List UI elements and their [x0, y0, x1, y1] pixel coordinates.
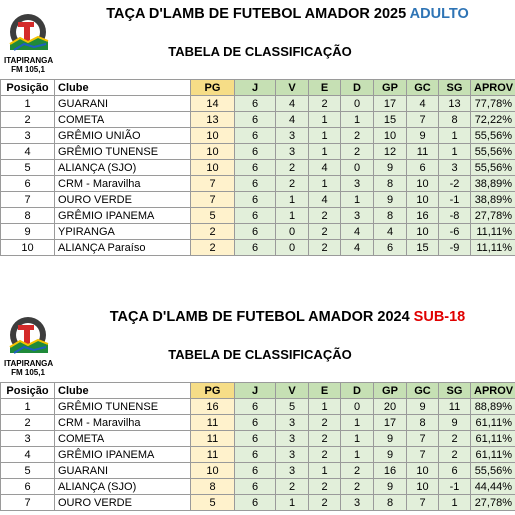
goals-for-header: GP: [374, 80, 407, 96]
goals-against-header: GC: [407, 80, 439, 96]
logo-line-2: FM 105,1: [11, 65, 45, 74]
goal-diff-cell: 3: [439, 160, 471, 176]
games-cell: 6: [235, 144, 276, 160]
standings-subtitle: TABELA DE CLASSIFICAÇÃO: [168, 44, 352, 59]
losses-cell: 2: [341, 144, 374, 160]
goal-diff-cell: 1: [439, 495, 471, 511]
games-cell: 6: [235, 431, 276, 447]
table-row: [1, 144, 515, 160]
table-row: [1, 224, 515, 240]
goals-for-cell: 8: [374, 208, 407, 224]
goals-for-cell: 6: [374, 240, 407, 256]
draws-cell: 1: [309, 112, 341, 128]
aprov-cell: 61,11%: [471, 415, 515, 431]
losses-cell: 1: [341, 447, 374, 463]
position-cell: 2: [1, 415, 55, 431]
club-cell: ALIANÇA Paraíso: [55, 240, 191, 256]
tournament-title: [60, 309, 515, 325]
draws-cell: 1: [309, 399, 341, 415]
wins-cell: 3: [276, 447, 309, 463]
goals-for-cell: 9: [374, 160, 407, 176]
title-category: ADULTO: [409, 6, 469, 22]
goals-against-cell: 4: [407, 96, 439, 112]
logo-line-1: ITAPIRANGA: [4, 359, 54, 368]
points-cell: 10: [191, 160, 235, 176]
goals-against-cell: 7: [407, 431, 439, 447]
position-cell: 7: [1, 495, 55, 511]
wins-cell: 3: [276, 431, 309, 447]
table-row: [1, 208, 515, 224]
goals-for-cell: 16: [374, 463, 407, 479]
title-category: SUB-18: [413, 309, 466, 325]
aprov-cell: 61,11%: [471, 447, 515, 463]
goals-for-cell: 15: [374, 112, 407, 128]
games-cell: 6: [235, 192, 276, 208]
standings-table: [0, 79, 515, 256]
games-header: J: [235, 383, 276, 399]
table-row: [1, 431, 515, 447]
losses-cell: 2: [341, 479, 374, 495]
wins-header: V: [276, 383, 309, 399]
points-cell: 11: [191, 447, 235, 463]
goals-against-cell: 10: [407, 479, 439, 495]
goals-against-header: GC: [407, 383, 439, 399]
draws-cell: 4: [309, 160, 341, 176]
goal-diff-cell: 13: [439, 96, 471, 112]
table-row: [1, 176, 515, 192]
points-cell: 11: [191, 415, 235, 431]
wins-cell: 3: [276, 128, 309, 144]
games-cell: 6: [235, 224, 276, 240]
goals-for-cell: 9: [374, 192, 407, 208]
draws-cell: 1: [309, 176, 341, 192]
club-cell: COMETA: [55, 112, 191, 128]
wins-cell: 5: [276, 399, 309, 415]
table-row: [1, 192, 515, 208]
wins-cell: 4: [276, 112, 309, 128]
aprov-cell: 44,44%: [471, 479, 515, 495]
points-header: PG: [191, 383, 235, 399]
goal-diff-cell: -1: [439, 192, 471, 208]
draws-cell: 2: [309, 224, 341, 240]
points-cell: 8: [191, 479, 235, 495]
goal-diff-cell: -6: [439, 224, 471, 240]
goals-for-cell: 17: [374, 96, 407, 112]
goals-against-cell: 7: [407, 447, 439, 463]
points-cell: 2: [191, 224, 235, 240]
goals-for-cell: 9: [374, 479, 407, 495]
aprov-cell: 11,11%: [471, 224, 515, 240]
club-cell: COMETA: [55, 431, 191, 447]
position-cell: 3: [1, 431, 55, 447]
position-cell: 8: [1, 208, 55, 224]
position-cell: 6: [1, 176, 55, 192]
club-cell: OURO VERDE: [55, 495, 191, 511]
position-cell: 3: [1, 128, 55, 144]
goal-diff-cell: -9: [439, 240, 471, 256]
points-cell: 14: [191, 96, 235, 112]
position-cell: 9: [1, 224, 55, 240]
position-cell: 1: [1, 96, 55, 112]
points-cell: 7: [191, 176, 235, 192]
position-cell: 2: [1, 112, 55, 128]
losses-cell: 4: [341, 240, 374, 256]
club-cell: ALIANÇA (SJO): [55, 160, 191, 176]
club-cell: GUARANI: [55, 463, 191, 479]
goals-for-cell: 17: [374, 415, 407, 431]
draws-header: E: [309, 383, 341, 399]
goal-diff-cell: -8: [439, 208, 471, 224]
goals-for-cell: 9: [374, 431, 407, 447]
aprov-header: APROV: [471, 80, 515, 96]
goals-against-cell: 9: [407, 399, 439, 415]
losses-header: D: [341, 383, 374, 399]
goals-for-cell: 20: [374, 399, 407, 415]
position-cell: 5: [1, 160, 55, 176]
table-row: [1, 96, 515, 112]
position-cell: 7: [1, 192, 55, 208]
club-header: Clube: [55, 80, 191, 96]
games-cell: 6: [235, 415, 276, 431]
draws-cell: 1: [309, 463, 341, 479]
losses-cell: 3: [341, 495, 374, 511]
losses-cell: 4: [341, 224, 374, 240]
goal-diff-header: SG: [439, 383, 471, 399]
goals-for-cell: 9: [374, 447, 407, 463]
header-row: [1, 383, 515, 399]
draws-cell: 2: [309, 208, 341, 224]
games-cell: 6: [235, 96, 276, 112]
losses-cell: 1: [341, 112, 374, 128]
club-cell: GRÊMIO TUNENSE: [55, 399, 191, 415]
wins-cell: 3: [276, 144, 309, 160]
goal-diff-cell: 9: [439, 415, 471, 431]
points-cell: 7: [191, 192, 235, 208]
goals-against-cell: 10: [407, 224, 439, 240]
wins-cell: 3: [276, 415, 309, 431]
losses-cell: 3: [341, 176, 374, 192]
table-row: [1, 479, 515, 495]
draws-cell: 1: [309, 144, 341, 160]
draws-cell: 1: [309, 128, 341, 144]
wins-cell: 1: [276, 208, 309, 224]
goals-against-cell: 15: [407, 240, 439, 256]
draws-cell: 2: [309, 479, 341, 495]
radio-logo: [4, 311, 52, 379]
aprov-cell: 61,11%: [471, 431, 515, 447]
goal-diff-cell: 1: [439, 128, 471, 144]
points-cell: 13: [191, 112, 235, 128]
table-row: [1, 495, 515, 511]
aprov-header: APROV: [471, 383, 515, 399]
games-cell: 6: [235, 128, 276, 144]
title-text: TAÇA D'LAMB DE FUTEBOL AMADOR 2025: [106, 6, 410, 22]
position-header: Posição: [1, 383, 55, 399]
goals-against-cell: 6: [407, 160, 439, 176]
losses-cell: 1: [341, 415, 374, 431]
games-cell: 6: [235, 240, 276, 256]
club-cell: ALIANÇA (SJO): [55, 479, 191, 495]
position-cell: 5: [1, 463, 55, 479]
title-text: TAÇA D'LAMB DE FUTEBOL AMADOR 2024: [109, 309, 414, 325]
losses-cell: 1: [341, 431, 374, 447]
goals-for-cell: 8: [374, 495, 407, 511]
goals-for-cell: 10: [374, 128, 407, 144]
position-cell: 10: [1, 240, 55, 256]
losses-cell: 3: [341, 208, 374, 224]
goals-against-cell: 16: [407, 208, 439, 224]
points-cell: 10: [191, 463, 235, 479]
wins-cell: 1: [276, 192, 309, 208]
draws-header: E: [309, 80, 341, 96]
table-row: [1, 415, 515, 431]
logo-line-1: ITAPIRANGA: [4, 56, 54, 65]
goal-diff-cell: 1: [439, 144, 471, 160]
table-row: [1, 447, 515, 463]
losses-cell: 0: [341, 399, 374, 415]
games-cell: 6: [235, 208, 276, 224]
goal-diff-cell: 11: [439, 399, 471, 415]
draws-cell: 2: [309, 431, 341, 447]
wins-cell: 0: [276, 240, 309, 256]
table-row: [1, 160, 515, 176]
club-cell: YPIRANGA: [55, 224, 191, 240]
header-row: [1, 80, 515, 96]
losses-cell: 1: [341, 192, 374, 208]
draws-cell: 4: [309, 192, 341, 208]
table-row: [1, 112, 515, 128]
goals-against-cell: 7: [407, 495, 439, 511]
points-cell: 10: [191, 144, 235, 160]
points-cell: 2: [191, 240, 235, 256]
losses-cell: 0: [341, 96, 374, 112]
radio-logo: [4, 8, 52, 76]
games-cell: 6: [235, 112, 276, 128]
club-cell: CRM - Maravilha: [55, 176, 191, 192]
points-cell: 5: [191, 208, 235, 224]
table-row: [1, 240, 515, 256]
wins-cell: 3: [276, 463, 309, 479]
aprov-cell: 27,78%: [471, 208, 515, 224]
table-row: [1, 128, 515, 144]
aprov-cell: 55,56%: [471, 128, 515, 144]
position-cell: 4: [1, 447, 55, 463]
games-cell: 6: [235, 176, 276, 192]
wins-cell: 2: [276, 160, 309, 176]
club-header: Clube: [55, 383, 191, 399]
losses-cell: 2: [341, 463, 374, 479]
radio-logo-icon: [4, 311, 52, 359]
aprov-cell: 11,11%: [471, 240, 515, 256]
aprov-cell: 38,89%: [471, 192, 515, 208]
points-cell: 16: [191, 399, 235, 415]
points-cell: 5: [191, 495, 235, 511]
games-cell: 6: [235, 447, 276, 463]
club-cell: GRÊMIO IPANEMA: [55, 208, 191, 224]
goals-against-cell: 10: [407, 463, 439, 479]
aprov-cell: 55,56%: [471, 160, 515, 176]
losses-cell: 0: [341, 160, 374, 176]
club-cell: GRÊMIO IPANEMA: [55, 447, 191, 463]
position-header: Posição: [1, 80, 55, 96]
aprov-cell: 77,78%: [471, 96, 515, 112]
games-cell: 6: [235, 479, 276, 495]
goals-for-cell: 12: [374, 144, 407, 160]
club-cell: GRÊMIO TUNENSE: [55, 144, 191, 160]
standings-subtitle: TABELA DE CLASSIFICAÇÃO: [168, 347, 352, 362]
losses-cell: 2: [341, 128, 374, 144]
wins-cell: 2: [276, 479, 309, 495]
games-cell: 6: [235, 495, 276, 511]
games-cell: 6: [235, 463, 276, 479]
aprov-cell: 72,22%: [471, 112, 515, 128]
losses-header: D: [341, 80, 374, 96]
wins-cell: 2: [276, 176, 309, 192]
goals-against-cell: 9: [407, 128, 439, 144]
goals-for-cell: 4: [374, 224, 407, 240]
goal-diff-cell: -2: [439, 176, 471, 192]
goals-against-cell: 10: [407, 192, 439, 208]
aprov-cell: 27,78%: [471, 495, 515, 511]
goals-against-cell: 10: [407, 176, 439, 192]
position-cell: 4: [1, 144, 55, 160]
club-cell: OURO VERDE: [55, 192, 191, 208]
draws-cell: 2: [309, 447, 341, 463]
aprov-cell: 38,89%: [471, 176, 515, 192]
games-cell: 6: [235, 160, 276, 176]
club-cell: CRM - Maravilha: [55, 415, 191, 431]
points-cell: 10: [191, 128, 235, 144]
aprov-cell: 55,56%: [471, 463, 515, 479]
goal-diff-cell: 2: [439, 431, 471, 447]
tournament-title: [60, 6, 515, 22]
games-header: J: [235, 80, 276, 96]
wins-cell: 1: [276, 495, 309, 511]
wins-header: V: [276, 80, 309, 96]
goals-against-cell: 7: [407, 112, 439, 128]
goals-for-header: GP: [374, 383, 407, 399]
radio-logo-icon: [4, 8, 52, 56]
aprov-cell: 88,89%: [471, 399, 515, 415]
draws-cell: 2: [309, 495, 341, 511]
aprov-cell: 55,56%: [471, 144, 515, 160]
games-cell: 6: [235, 399, 276, 415]
goal-diff-cell: 8: [439, 112, 471, 128]
points-header: PG: [191, 80, 235, 96]
draws-cell: 2: [309, 415, 341, 431]
club-cell: GRÊMIO UNIÃO: [55, 128, 191, 144]
club-cell: GUARANI: [55, 96, 191, 112]
goal-diff-header: SG: [439, 80, 471, 96]
standings-table: [0, 382, 515, 511]
table-row: [1, 463, 515, 479]
goals-against-cell: 8: [407, 415, 439, 431]
position-cell: 1: [1, 399, 55, 415]
draws-cell: 2: [309, 240, 341, 256]
wins-cell: 4: [276, 96, 309, 112]
position-cell: 6: [1, 479, 55, 495]
goals-against-cell: 11: [407, 144, 439, 160]
wins-cell: 0: [276, 224, 309, 240]
table-row: [1, 399, 515, 415]
logo-line-2: FM 105,1: [11, 368, 45, 377]
goal-diff-cell: -1: [439, 479, 471, 495]
goals-for-cell: 8: [374, 176, 407, 192]
points-cell: 11: [191, 431, 235, 447]
goal-diff-cell: 6: [439, 463, 471, 479]
draws-cell: 2: [309, 96, 341, 112]
goal-diff-cell: 2: [439, 447, 471, 463]
